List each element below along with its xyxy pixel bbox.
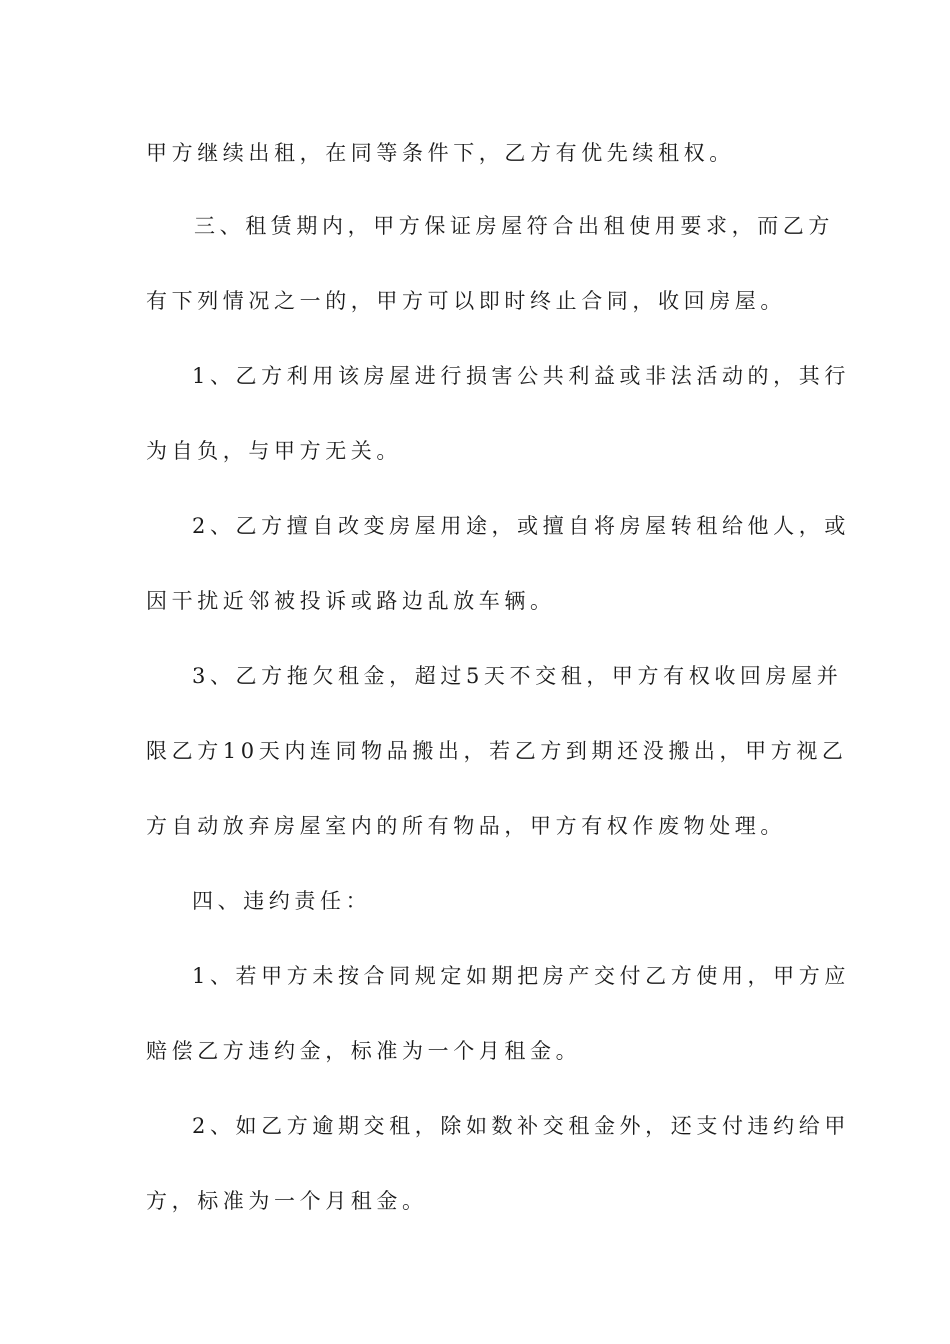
paragraph-line: 方，标准为一个月租金。 (146, 1189, 428, 1213)
clause-item-2: 2、乙方擅自改变房屋用途，或擅自将房屋转租给他人，或 (192, 514, 850, 538)
paragraph-line: 限乙方10天内连同物品搬出，若乙方到期还没搬出，甲方视乙 (146, 739, 848, 763)
clause-item-3: 3、乙方拖欠租金，超过5天不交租，甲方有权收回房屋并 (192, 664, 843, 688)
section-heading-four: 四、违约责任： (192, 889, 372, 913)
clause-item-1: 1、乙方利用该房屋进行损害公共利益或非法活动的，其行 (192, 364, 850, 388)
paragraph-line: 有下列情况之一的，甲方可以即时终止合同，收回房屋。 (146, 289, 786, 313)
liability-item-1: 1、若甲方未按合同规定如期把房产交付乙方使用，甲方应 (192, 964, 850, 988)
liability-item-2: 2、如乙方逾期交租，除如数补交租金外，还支付违约给甲 (192, 1114, 850, 1138)
paragraph-line: 赔偿乙方违约金，标准为一个月租金。 (146, 1039, 582, 1063)
paragraph-line: 因干扰近邻被投诉或路边乱放车辆。 (146, 589, 556, 613)
paragraph-line: 为自负，与甲方无关。 (146, 439, 402, 463)
paragraph-line: 甲方继续出租，在同等条件下，乙方有优先续租权。 (146, 141, 735, 165)
section-heading-three: 三、租赁期内，甲方保证房屋符合出租使用要求，而乙方 (194, 214, 834, 238)
paragraph-line: 方自动放弃房屋室内的所有物品，甲方有权作废物处理。 (146, 814, 786, 838)
